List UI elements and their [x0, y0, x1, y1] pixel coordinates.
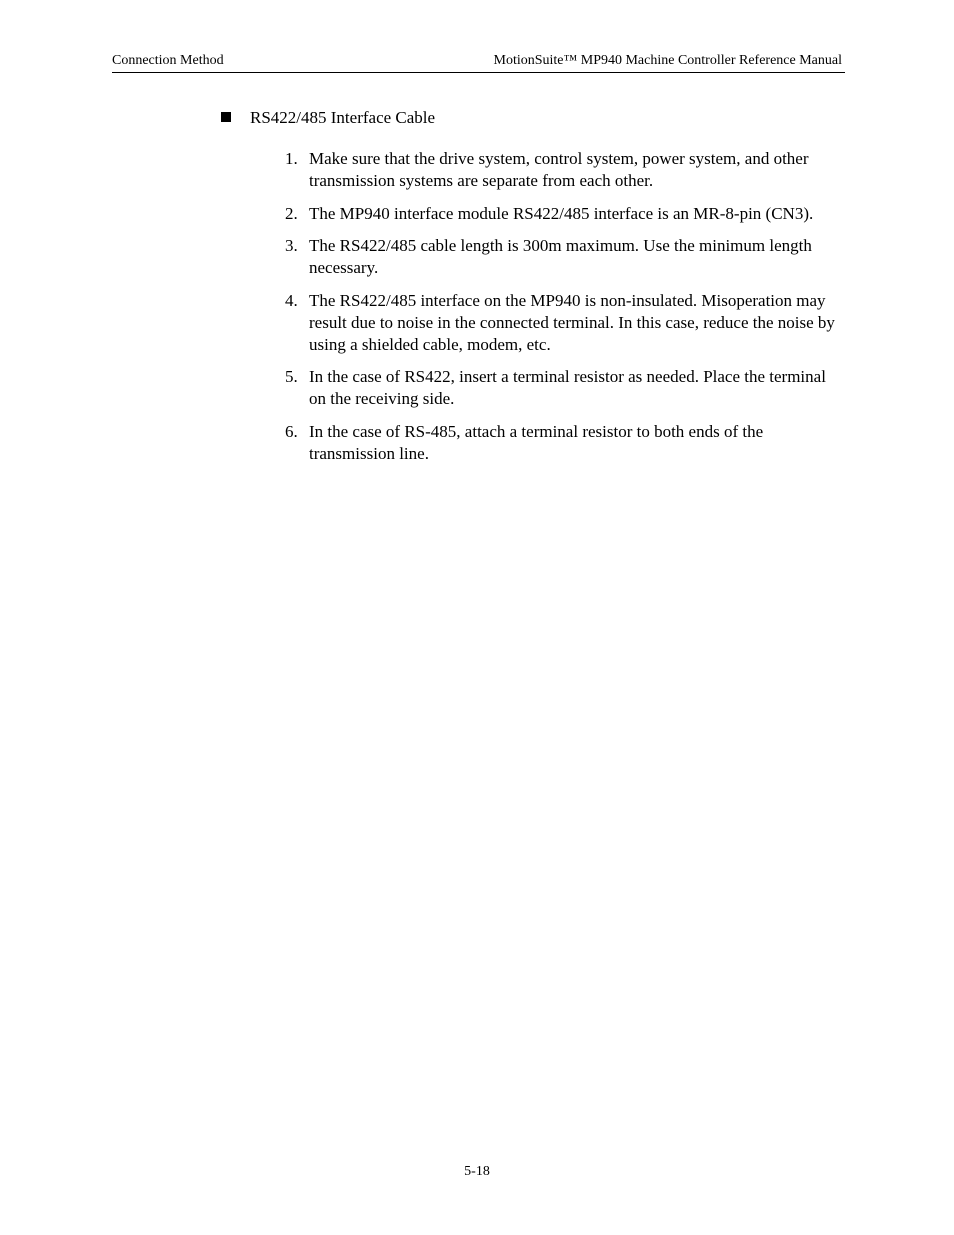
filled-square-bullet-icon: [221, 112, 231, 122]
step-number: 3.: [285, 236, 298, 255]
step-number: 5.: [285, 367, 298, 386]
step-text: The RS422/485 interface on the MP940 is non-insulated. Misoperation may result due to noise in the connected terminal. In this case, reduce the noise by using a shielded cable, modem, etc.: [309, 290, 835, 354]
step-number: 2.: [285, 203, 298, 223]
list-item: [285, 203, 847, 225]
list-item: [285, 366, 847, 410]
header-divider: [112, 72, 845, 73]
step-text: In the case of RS-485, attach a terminal resistor to both ends of the transmission line.: [309, 421, 764, 463]
running-header-section: Connection Method: [112, 53, 224, 68]
step-list: [285, 148, 847, 475]
step-number: 6.: [285, 421, 298, 441]
step-number: 1.: [285, 149, 298, 168]
running-header-manual-title: MotionSuite™ MP940 Machine Controller Reference Manual: [493, 53, 842, 68]
page-number: 5-18: [464, 1164, 490, 1179]
section-heading-text: RS422/485 Interface Cable: [250, 108, 436, 127]
step-number: 4.: [285, 290, 298, 310]
list-item: [285, 421, 847, 465]
list-item: [285, 148, 847, 192]
step-text: The MP940 interface module RS422/485 interface is an MR-8-pin (CN3).: [309, 203, 814, 223]
step-text: In the case of RS422, insert a terminal resistor as needed. Place the terminal on the receiving side.: [309, 367, 826, 408]
step-text: The RS422/485 cable length is 300m maximum. Use the minimum length necessary.: [309, 236, 812, 277]
section-heading: [221, 107, 435, 129]
step-text: Make sure that the drive system, control system, power system, and other transmission systems are separate from each other.: [309, 149, 809, 190]
list-item: [285, 290, 847, 356]
list-item: [285, 235, 847, 279]
